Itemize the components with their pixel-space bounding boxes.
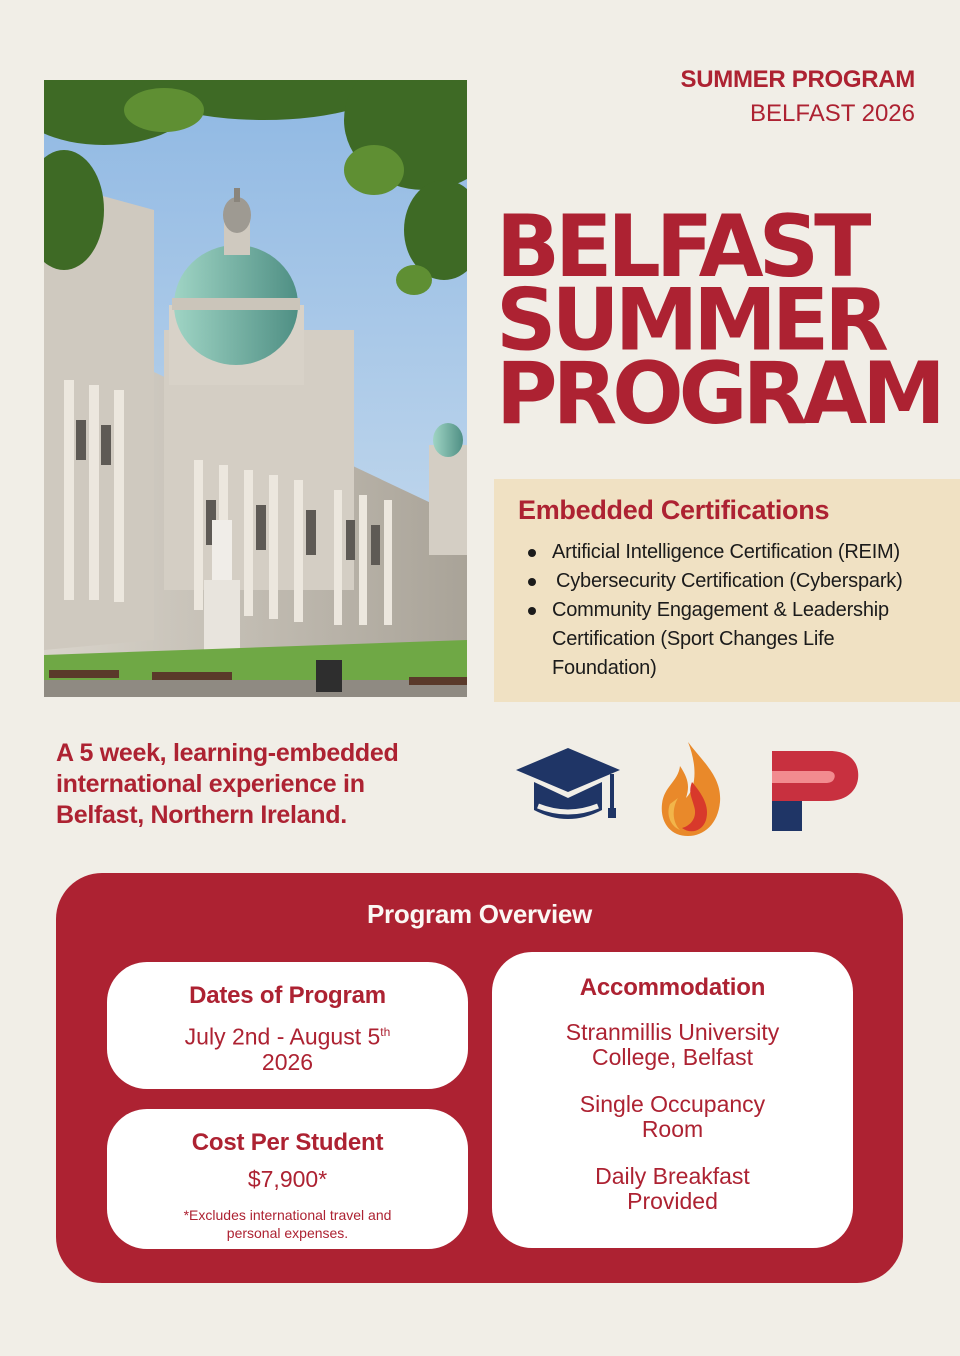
cost-heading: Cost Per Student <box>191 1129 384 1156</box>
certification-item: Cybersecurity Certification (Cyberspark) <box>518 567 960 596</box>
dates-range: July 2nd - August 5 <box>184 1023 381 1050</box>
page-title <box>496 196 941 444</box>
certifications-list <box>518 538 960 683</box>
dates-card <box>107 962 468 1089</box>
cost-card <box>107 1109 468 1249</box>
overview-title: Program Overview <box>367 899 592 929</box>
tagline: A 5 week, learning-embedded international experience in Belfast, Northern Ireland. <box>56 739 399 829</box>
program-label: SUMMER PROGRAM <box>680 66 915 93</box>
title-line-3: PROGRAM <box>496 343 941 444</box>
city-hall-photo <box>44 80 467 697</box>
certification-item: Artificial Intelligence Certification (REIM) <box>518 538 960 567</box>
title-line-2: SUMMER <box>496 270 884 370</box>
dates-ordinal: th <box>380 1025 391 1039</box>
certifications-box <box>494 479 960 702</box>
program-overview-panel <box>56 873 903 1283</box>
letter-p-logo-icon <box>772 751 860 836</box>
accommodation-item: Single Occupancy Room <box>579 1091 766 1142</box>
graduation-cap-logo-icon <box>516 748 620 839</box>
accommodation-item: Stranmillis University College, Belfast <box>565 1019 780 1070</box>
accommodation-item: Daily Breakfast Provided <box>595 1163 750 1214</box>
certification-item: Community Engagement & Leadership Certification (Sport Changes Life Foundation) <box>518 596 912 683</box>
cost-note: *Excludes international travel and personal expenses. <box>183 1207 392 1241</box>
title-line-1: BELFAST <box>496 196 867 297</box>
accommodation-heading: Accommodation <box>579 974 766 1001</box>
dates-year: 2026 <box>261 1048 314 1075</box>
accommodation-card <box>492 952 853 1248</box>
cost-value: $7,900* <box>247 1166 328 1192</box>
dates-heading: Dates of Program <box>189 982 386 1009</box>
program-header <box>681 66 915 128</box>
location-year: BELFAST 2026 <box>750 100 915 127</box>
dates-line-1 <box>107 1020 468 1050</box>
flame-logo-icon <box>658 742 724 843</box>
certifications-heading: Embedded Certifications <box>518 495 830 525</box>
